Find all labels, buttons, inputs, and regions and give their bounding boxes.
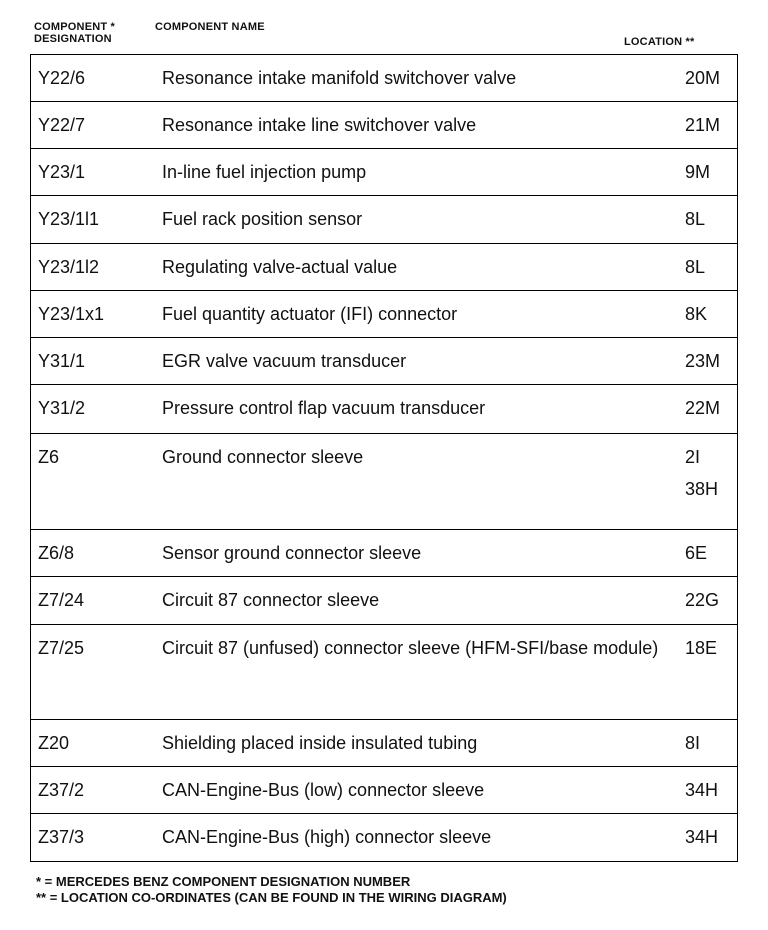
location-coordinate: 23M [685, 351, 721, 371]
location-coordinate: 18E [685, 638, 718, 658]
component-designation: Z6/8 [31, 530, 155, 577]
table-row [31, 149, 738, 196]
location-coordinate: 22M [685, 398, 721, 418]
table-row [31, 434, 738, 530]
designation-column-header: COMPONENT * DESIGNATION [34, 21, 116, 45]
component-location [681, 55, 738, 102]
name-column-header: COMPONENT NAME [155, 21, 265, 33]
component-location [681, 530, 738, 577]
location-column-header: LOCATION ** [624, 36, 695, 48]
location-coordinate: 34H [685, 780, 719, 800]
table-row [31, 244, 738, 291]
footnote-location: ** = LOCATION CO-ORDINATES (CAN BE FOUND IN THE WIRING DIAGRAM) [36, 890, 507, 905]
location-coordinate: 22G [685, 590, 720, 610]
component-location [681, 814, 738, 862]
location-coordinate: 20M [685, 68, 721, 88]
component-location [681, 434, 738, 530]
table-row [31, 102, 738, 149]
table-row [31, 385, 738, 434]
component-designation: Z20 [31, 720, 155, 767]
table-row [31, 625, 738, 720]
table-row [31, 196, 738, 244]
location-coordinate: 8L [685, 257, 706, 277]
component-name: Shielding placed inside insulated tubing [154, 720, 681, 767]
component-location [681, 720, 738, 767]
component-designation: Z7/25 [31, 625, 155, 720]
component-name: EGR valve vacuum transducer [154, 338, 681, 385]
component-location [681, 385, 738, 434]
location-coordinate: 8I [685, 733, 701, 753]
component-name: Resonance intake line switchover valve [154, 102, 681, 149]
component-location [681, 338, 738, 385]
footnote-designation: * = MERCEDES BENZ COMPONENT DESIGNATION NUMBER [36, 874, 411, 889]
location-coordinate: 38H [685, 479, 719, 499]
table-row [31, 338, 738, 385]
component-designation: Z7/24 [31, 577, 155, 625]
location-coordinate: 6E [685, 543, 708, 563]
table-row [31, 55, 738, 102]
component-location [681, 767, 738, 814]
component-designation: Y23/1l2 [31, 244, 155, 291]
component-designation: Y22/6 [31, 55, 155, 102]
table-row [31, 291, 738, 338]
component-name: Fuel quantity actuator (IFI) connector [154, 291, 681, 338]
component-name: Circuit 87 (unfused) connector sleeve (HFM-SFI/base module) [154, 625, 681, 720]
table-row [31, 767, 738, 814]
table-row [31, 530, 738, 577]
footnotes [36, 874, 736, 906]
component-name: Sensor ground connector sleeve [154, 530, 681, 577]
component-name: Circuit 87 connector sleeve [154, 577, 681, 625]
component-name: CAN-Engine-Bus (high) connector sleeve [154, 814, 681, 862]
component-name: Fuel rack position sensor [154, 196, 681, 244]
component-name: Pressure control flap vacuum transducer [154, 385, 681, 434]
component-location [681, 291, 738, 338]
component-name: Ground connector sleeve [154, 434, 681, 530]
component-designation: Y31/2 [31, 385, 155, 434]
component-location [681, 625, 738, 720]
location-coordinate: 9M [685, 162, 711, 182]
component-designation: Z6 [31, 434, 155, 530]
location-coordinate: 2I [685, 447, 701, 467]
component-table [30, 54, 738, 862]
component-name: In-line fuel injection pump [154, 149, 681, 196]
component-location [681, 102, 738, 149]
component-designation: Z37/3 [31, 814, 155, 862]
component-designation: Z37/2 [31, 767, 155, 814]
component-designation: Y23/1 [31, 149, 155, 196]
table-row [31, 720, 738, 767]
component-name: CAN-Engine-Bus (low) connector sleeve [154, 767, 681, 814]
component-designation: Y23/1l1 [31, 196, 155, 244]
component-designation: Y23/1x1 [31, 291, 155, 338]
component-designation: Y31/1 [31, 338, 155, 385]
location-coordinate: 8L [685, 209, 706, 229]
component-name: Resonance intake manifold switchover valve [154, 55, 681, 102]
location-coordinate: 34H [685, 827, 719, 847]
component-location [681, 577, 738, 625]
location-coordinate: 8K [685, 304, 708, 324]
component-location [681, 196, 738, 244]
location-coordinate: 21M [685, 115, 721, 135]
component-location [681, 244, 738, 291]
component-designation: Y22/7 [31, 102, 155, 149]
table-row [31, 814, 738, 862]
component-name: Regulating valve-actual value [154, 244, 681, 291]
component-table-body [31, 55, 738, 862]
component-location [681, 149, 738, 196]
table-row [31, 577, 738, 625]
